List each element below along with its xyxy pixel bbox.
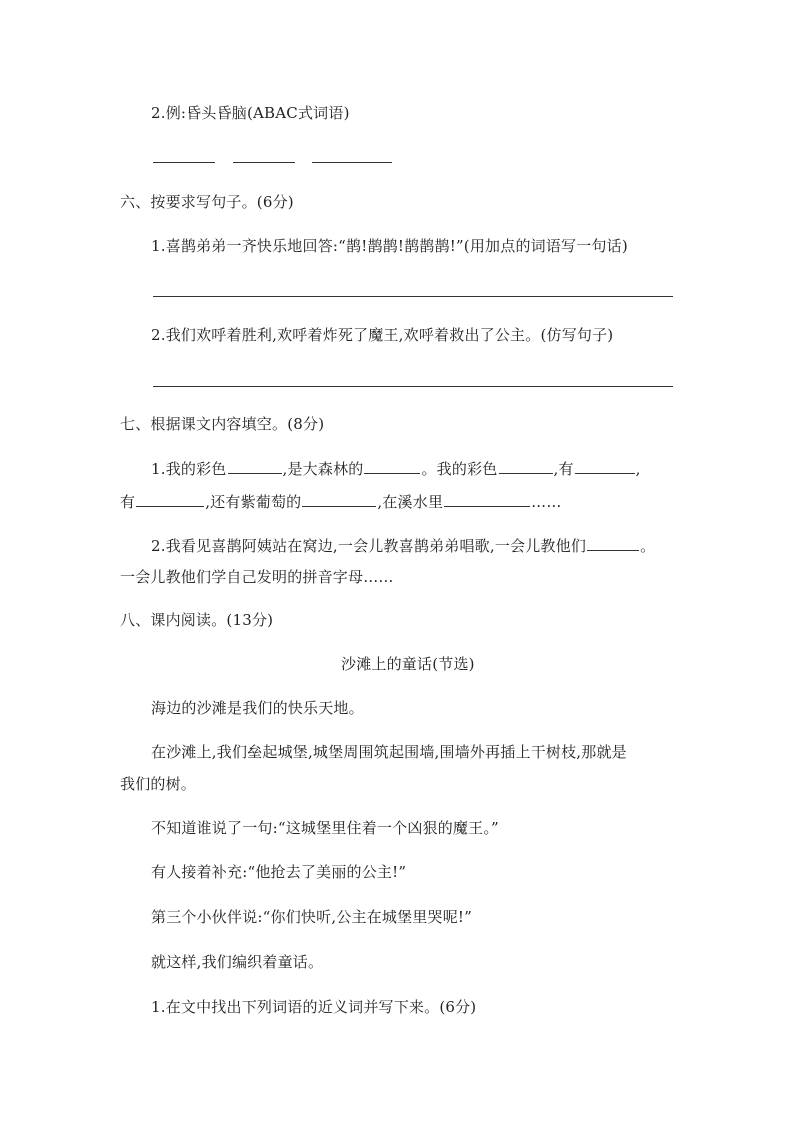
fill-blank[interactable] (499, 458, 553, 474)
text-segment: ,是大森林的 (282, 460, 364, 478)
fill-blank[interactable] (575, 458, 635, 474)
q7-item1-line1 (151, 458, 641, 479)
q7-title: 七、根据课文内容填空。(8分) (120, 415, 325, 433)
text-segment: …… (531, 493, 562, 511)
text-segment: , (635, 460, 641, 478)
fill-blank[interactable] (364, 458, 420, 474)
text-segment: ,有 (553, 460, 574, 478)
q6-answer-line-2[interactable] (153, 386, 673, 387)
passage-paragraph-6: 就这样,我们编织着童话。 (151, 953, 324, 971)
q8-title: 八、课内阅读。(13分) (120, 611, 274, 629)
fill-blank[interactable] (444, 491, 530, 507)
passage-paragraph-4: 有人接着补充:“他抢去了美丽的公主!” (151, 863, 407, 881)
fill-blank[interactable] (228, 458, 282, 474)
passage-paragraph-1: 海边的沙滩是我们的快乐天地。 (151, 699, 364, 717)
q6-title: 六、按要求写句子。(6分) (120, 193, 294, 211)
q5-item2: 2.例:昏头昏脑(ABAC式词语) (151, 104, 350, 122)
text-segment: ,在溪水里 (377, 493, 444, 511)
q6-answer-line-1[interactable] (153, 296, 673, 297)
passage-paragraph-3: 不知道谁说了一句:“这城堡里住着一个凶狠的魔王。” (151, 819, 499, 837)
text-segment: 1.我的彩色 (151, 460, 227, 478)
q7-item1-line2 (120, 491, 562, 512)
fill-blank[interactable] (302, 491, 376, 507)
fill-blank[interactable] (136, 491, 204, 507)
q6-item2: 2.我们欢呼着胜利,欢呼着炸死了魔王,欢呼着救出了公主。(仿写句子) (151, 326, 614, 344)
q6-item1: 1.喜鹊弟弟一齐快乐地回答:“鹊!鹊鹊!鹊鹊鹊!”(用加点的词语写一句话) (151, 237, 628, 255)
passage-paragraph-2-line2: 我们的树。 (120, 775, 197, 793)
q8-sub-question-1: 1.在文中找出下列词语的近义词并写下来。(6分) (151, 998, 477, 1016)
passage-paragraph-5: 第三个小伙伴说:“你们快听,公主在城堡里哭呢!” (151, 908, 472, 926)
passage-title: 沙滩上的童话(节选) (341, 655, 475, 673)
passage-paragraph-2-line1: 在沙滩上,我们垒起城堡,城堡周围筑起围墙,围墙外再插上干树枝,那就是 (151, 743, 627, 761)
q7-item2-line1 (151, 535, 655, 556)
text-segment: 2.我看见喜鹊阿姨站在窝边,一会儿教喜鹊弟弟唱歌,一会儿教他们 (151, 537, 587, 555)
answer-blank-3[interactable] (312, 162, 392, 163)
text-segment: 有 (120, 493, 136, 511)
fill-blank[interactable] (587, 535, 639, 551)
text-segment: ,还有紫葡萄的 (205, 493, 302, 511)
answer-blank-2[interactable] (233, 162, 295, 163)
answer-blank-1[interactable] (153, 162, 215, 163)
text-segment: 。 (640, 537, 656, 555)
q7-item2-line2: 一会儿教他们学自己发明的拼音字母…… (120, 568, 394, 586)
text-segment: 。我的彩色 (421, 460, 498, 478)
